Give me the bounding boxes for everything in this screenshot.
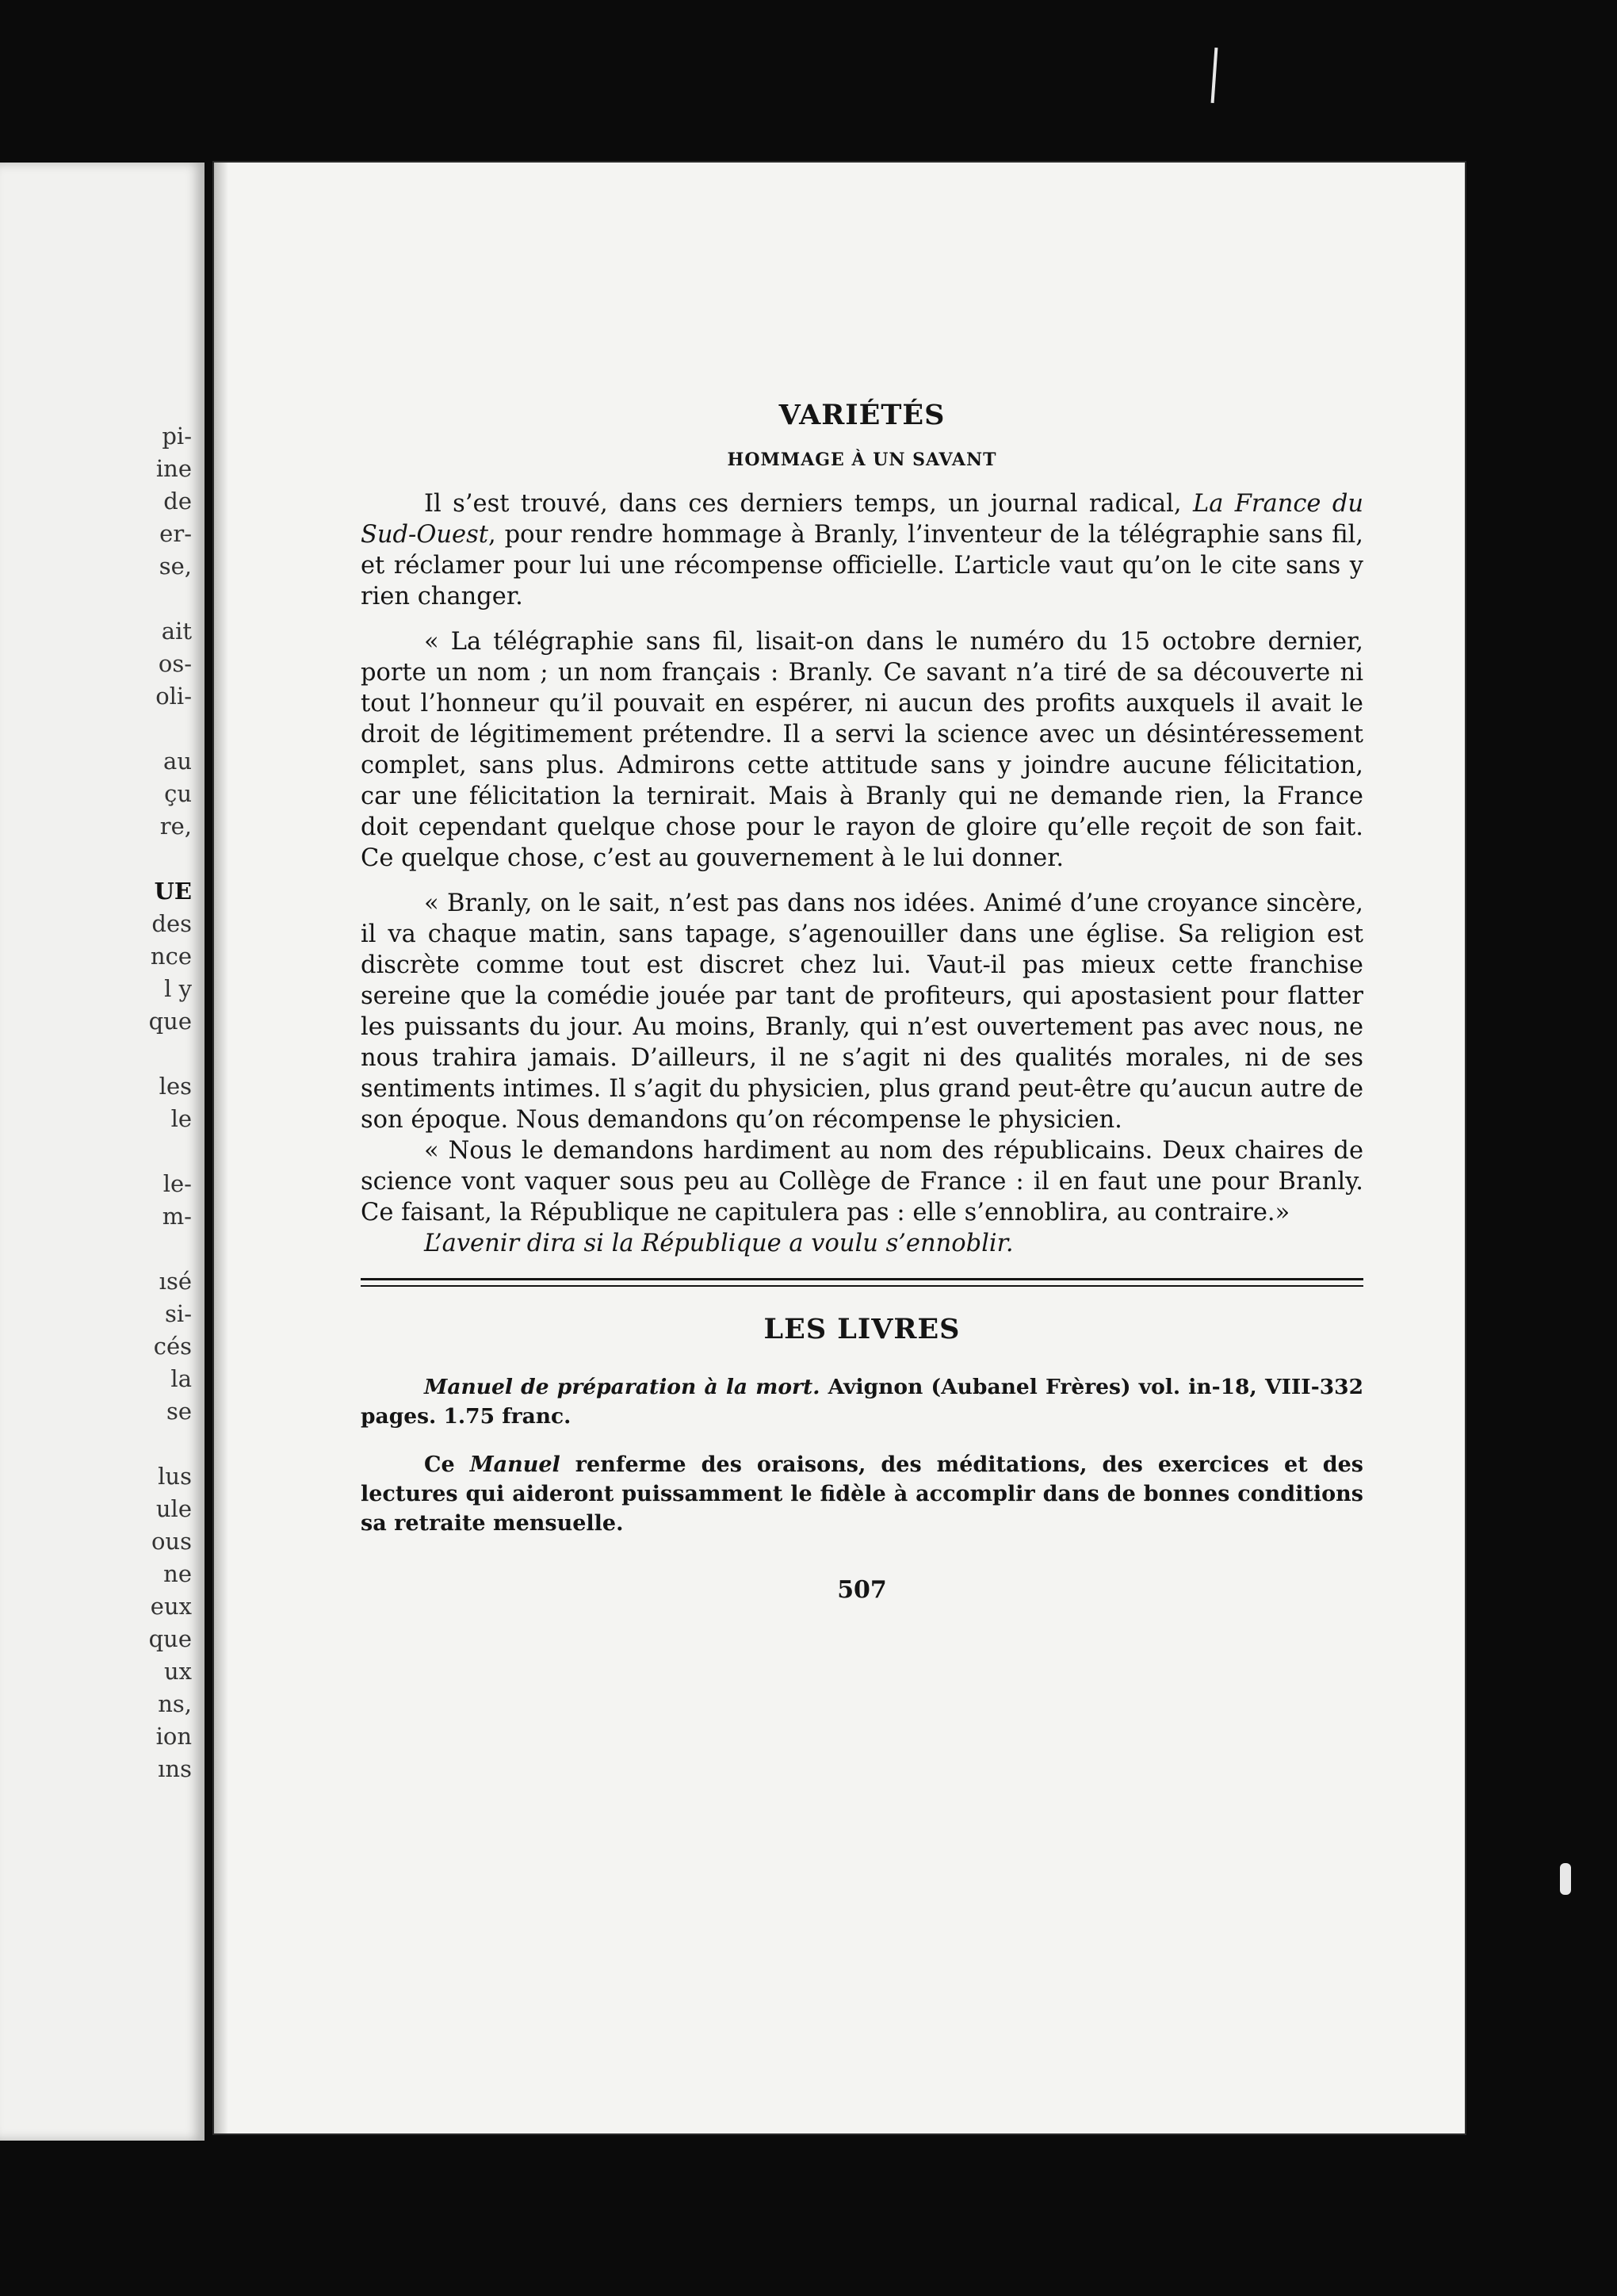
scan-speck xyxy=(1560,1863,1571,1895)
left-adjacent-page xyxy=(0,163,205,2141)
article-subtitle: HOMMAGE À UN SAVANT xyxy=(727,450,997,470)
left-page-fragment: ıns xyxy=(158,1755,192,1782)
left-page-fragment xyxy=(17,713,192,745)
book-desc-prefix: Ce xyxy=(424,1452,470,1477)
book-details: Avignon (Aubanel Frères) vol. in-18, VIII-332 pages. 1.75 franc. xyxy=(361,1375,1364,1429)
left-page-fragment: çu xyxy=(164,780,192,807)
section-title-livres: LES LIVRES xyxy=(763,1313,961,1345)
article-closing-line: L’avenir dira si la République a voulu s’ennoblir. xyxy=(424,1230,1014,1257)
left-page-fragment: ait xyxy=(161,618,192,645)
paragraph-1-intro: Il s’est trouvé, dans ces derniers temps, un journal radical, xyxy=(424,490,1193,518)
left-page-fragment: er- xyxy=(159,520,192,547)
article-paragraph-2: « La télégraphie sans fil, lisait-on dans le numéro du 15 octobre dernier, porte un nom ; un nom français : Branly. Ce savant n’a tiré de sa découverte ni tout l’honneur qu’il pouvait en espérer, ni aucun des profits auxquels il avait le droit de légitimement prétendre. Il a servi la science avec un désintéressement complet, sans plus. Admirons cette attitude sans y joindre aucune félicitation, car une félicitation la ternirait. Mais à Branly qui ne demande rien, la France doit cependant quelque chose pour le rayon de gloire qu’elle reçoit de son fait. Ce quelque chose, c’est au gouvernement à le lui donner. xyxy=(361,628,1363,872)
article-paragraph-4: « Nous le demandons hardiment au nom des républicains. Deux chaires de science vont vaquer sous peu au Collège de France : il en faut une pour Branly. Ce faisant, la République ne capitulera pas : elle s’ennoblira, au contraire.» xyxy=(361,1137,1363,1226)
book-title: Manuel de préparation à la mort. xyxy=(424,1375,820,1399)
book-description xyxy=(361,1450,1363,1538)
left-page-fragment: le- xyxy=(162,1170,192,1197)
left-page-fragment: cés xyxy=(153,1333,192,1360)
article-paragraph-3: « Branly, on le sait, n’est pas dans nos idées. Animé d’une croyance sincère, il va chaque matin, sans tapage, s’agenouiller dans une église. Sa religion est discrète comme tout est discret chez lui. Vaut-il pas mieux cette franchise sereine que la comédie jouée par tant de profiteurs, qui apostasient pour flatter les puissants du jour. Au moins, Branly, qui n’est ouvertement pas avec nous, ne nous trahira jamais. D’ailleurs, il ne s’agit ni des qualités morales, ni de ses sentiments intimes. Il s’agit du physicien, plus grand peut-être qu’aucun autre de son époque. Nous demandons qu’on récompense le physicien. xyxy=(361,890,1363,1134)
left-page-fragment: nce xyxy=(150,943,192,970)
left-page-fragment xyxy=(17,583,192,615)
left-page-fragment: ous xyxy=(151,1528,192,1555)
left-page-fragment: que xyxy=(148,1625,192,1652)
left-page-fragment: au xyxy=(163,748,192,775)
left-page-fragment: ion xyxy=(155,1723,192,1750)
left-page-fragment: l y xyxy=(164,975,192,1002)
left-page-text-fragments xyxy=(17,420,192,1785)
left-page-fragment: se xyxy=(166,1398,192,1425)
book-desc-rest: renferme des oraisons, des méditations, des exercices et des lectures qui aideront puissamment le fidèle à accomplir dans de bonnes conditions sa retraite mensuelle. xyxy=(361,1452,1363,1536)
left-page-fragment: que xyxy=(148,1008,192,1035)
section-title-varietes: VARIÉTÉS xyxy=(778,399,946,431)
page-binding-edge xyxy=(214,163,228,2133)
left-page-fragment: des xyxy=(151,910,192,937)
left-page-fragment: os- xyxy=(158,650,192,677)
left-page-fragment: ısé xyxy=(159,1268,192,1295)
left-page-fragment: ine xyxy=(155,455,192,482)
left-page-fragment: eux xyxy=(150,1593,192,1620)
newspaper-name: La France du Sud-Ouest xyxy=(361,490,1364,549)
left-page-fragment: UE xyxy=(154,878,192,905)
left-page-fragment: m- xyxy=(162,1203,192,1230)
section-divider xyxy=(361,1278,1363,1287)
left-page-fragment: ux xyxy=(163,1658,192,1685)
left-page-fragment xyxy=(17,1135,192,1168)
paragraph-1-rest: , pour rendre hommage à Branly, l’inventeur de la télégraphie sans fil, et réclamer pour lui une récompense officielle. L’article vaut qu’on le cite sans y rien changer. xyxy=(361,521,1363,610)
left-page-fragment: la xyxy=(170,1365,192,1392)
left-page-fragment: oli- xyxy=(155,683,192,710)
left-page-fragment: ns, xyxy=(158,1690,192,1717)
left-page-fragment xyxy=(17,1428,192,1460)
left-page-fragment: ule xyxy=(155,1495,192,1522)
page-number: 507 xyxy=(837,1576,887,1604)
left-page-fragment xyxy=(17,1233,192,1265)
left-page-fragment: pi- xyxy=(162,423,192,450)
article-paragraph-1 xyxy=(361,488,1363,612)
book-entry xyxy=(361,1372,1363,1431)
main-page xyxy=(214,163,1465,2133)
scan-speck xyxy=(1211,48,1218,103)
left-page-fragment: ne xyxy=(163,1560,192,1587)
page-content xyxy=(361,396,1363,1604)
left-page-fragment: re, xyxy=(159,813,192,840)
left-page-fragment xyxy=(17,1038,192,1070)
left-page-fragment: les xyxy=(159,1073,192,1100)
left-page-fragment: le xyxy=(170,1105,192,1132)
left-page-fragment: de xyxy=(163,488,192,515)
book-desc-italic: Manuel xyxy=(469,1452,560,1477)
left-page-fragment: lus xyxy=(158,1463,192,1490)
left-page-fragment xyxy=(17,843,192,875)
left-page-fragment: se, xyxy=(159,553,192,580)
left-page-fragment: si- xyxy=(165,1300,192,1327)
